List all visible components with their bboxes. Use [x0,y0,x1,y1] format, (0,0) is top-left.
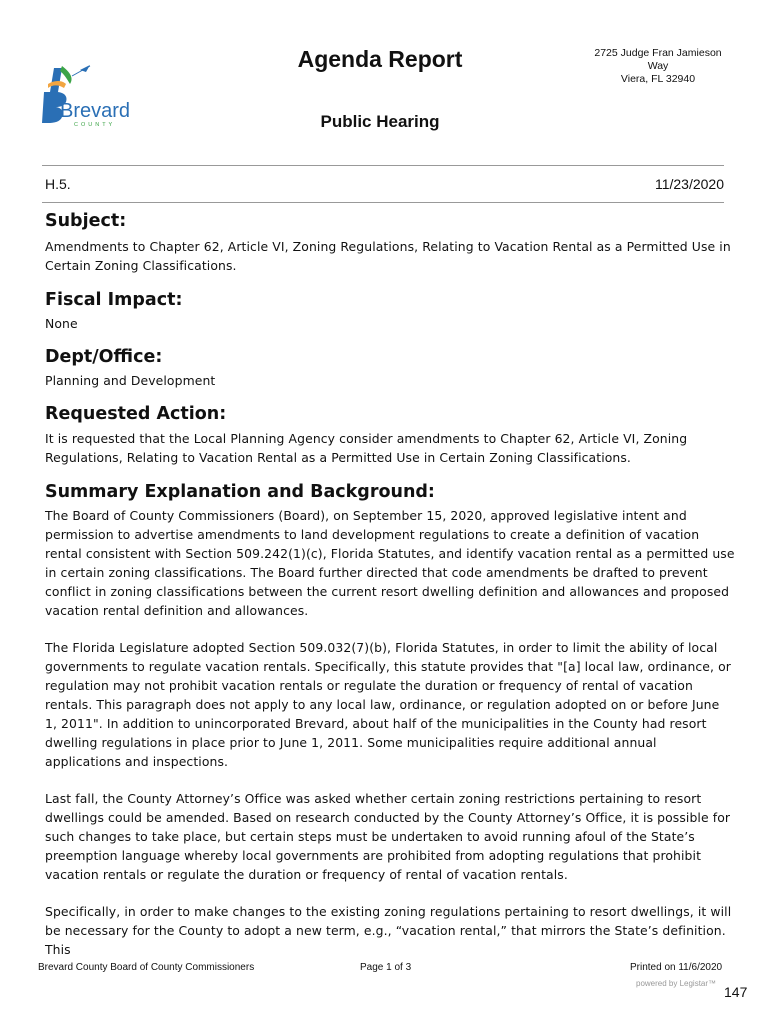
footer-organization: Brevard County Board of County Commissioners [38,962,255,973]
footer-printed-date: Printed on 11/6/2020 [630,962,723,973]
logo-wordmark: Brevard [60,100,131,122]
report-title: Agenda Report [297,46,463,72]
summary-paragraph: Specifically, in order to make changes to the existing zoning regulations pertaining to resort dwellings, it will be necessary for the County to adopt a new term, e.g., “vacation rental,” that mirrors the State’s definition. This [45,904,732,957]
logo-subtext: COUNTY [74,122,116,127]
summary-heading: Summary Explanation and Background: [45,482,435,502]
summary-paragraph: The Board of County Commissioners (Board), on September 15, 2020, approved legislative intent and permission to advertise amendments to land development regulations to create a definition of vacation rental consistent with Section 509.242(1)(c), Florida Statutes, and identify vacation rental as a permitted use in certain zoning classifications. The Board further directed that code amendments be drafted to prevent conflict in zoning classifications between the current resort dwelling definition and allowances and proposed vacation rental definition and allowances. [45,508,735,618]
address-line: Viera, FL 32940 [620,73,696,85]
divider [42,165,724,166]
action-body: It is requested that the Local Planning Agency consider amendments to Chapter 62, Article VI, Zoning Regulations, Relating to Vacation Rental as a Permitted Use in Certain Zoning Classifications. [45,431,688,465]
footer-page-indicator: Page 1 of 3 [360,962,412,973]
item-date: 11/23/2020 [654,176,724,192]
fiscal-heading: Fiscal Impact: [45,290,183,310]
address-block [578,47,738,86]
page-number: 147 [724,984,748,1000]
summary-paragraph: The Florida Legislature adopted Section 509.032(7)(b), Florida Statutes, in order to limit the ability of local governments to regulate vacation rentals. Specifically, this statute provides that "[a] local law, ordinance, or regulation may not prohibit vacation rentals or regulate the duration or frequency of rental of vacation rentals. This paragraph does not apply to any local law, ordinance, or regulation adopted on or before June 1, 2011". In addition to unincorporated Brevard, about half of the municipalities in the County had resort dwelling regulations in place prior to June 1, 2011. Some municipalities require additional annual applications and inspections. [45,640,731,769]
dept-body: Planning and Development [45,373,216,388]
hearing-type: Public Hearing [320,112,440,131]
divider [42,202,724,203]
footer-powered-by: powered by Legistar™ [636,979,717,988]
subject-body: Amendments to Chapter 62, Article VI, Zoning Regulations, Relating to Vacation Rental as a Permitted Use in Certain Zoning Classifications. [45,239,731,273]
item-number: H.5. [45,176,71,192]
dept-heading: Dept/Office: [45,347,163,367]
summary-paragraph: Last fall, the County Attorney’s Office was asked whether certain zoning restrictions pertaining to resort dwellings could be amended. Based on research conducted by the County Attorney’s Office, it is possible for such changes to take place, but certain steps must be undertaken to avoid running afoul of the State’s preemption language whereby local governments are prohibited from adopting regulations that prohibit vacation rentals or regulate the duration or frequency of rental of vacation rentals. [45,791,731,882]
action-heading: Requested Action: [45,404,227,424]
address-line: 2725 Judge Fran Jamieson [594,47,722,59]
address-line: Way [647,60,669,72]
brevard-county-logo [40,62,145,127]
subject-heading: Subject: [45,211,127,231]
fiscal-body: None [45,316,78,331]
